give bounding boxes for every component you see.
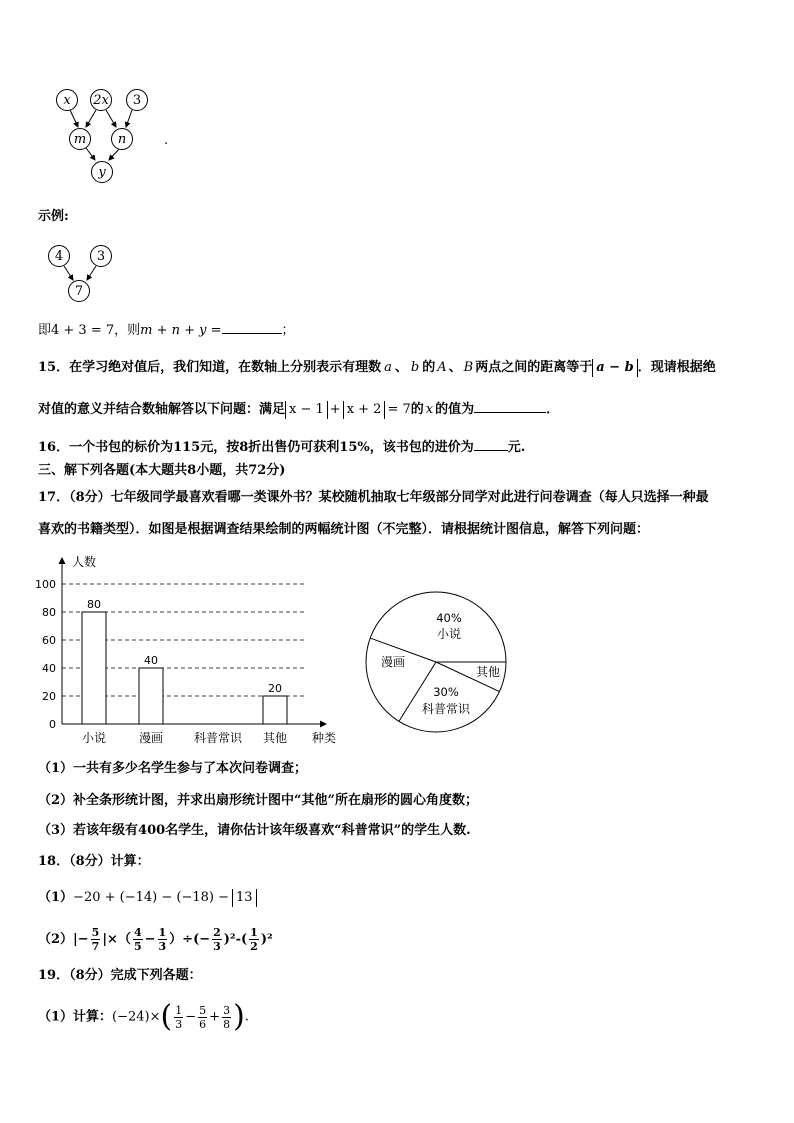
bar-chart xyxy=(30,550,350,750)
q15-sep1: 、 xyxy=(394,360,408,375)
node-4: 4 xyxy=(48,245,70,267)
q18-p2-c: − xyxy=(144,932,156,947)
bar-ytick-label: 20 xyxy=(42,690,56,703)
node-y: y xyxy=(91,161,113,183)
q15-var-a: a xyxy=(384,360,392,375)
q15-text2c: 的值为 xyxy=(435,402,475,417)
q15-line1 xyxy=(38,359,716,377)
q14-suffix: ； xyxy=(281,323,295,338)
pie-label-xiaoshuo-pct: 40% xyxy=(436,611,462,625)
q15-text1c: ．现请根据绝 xyxy=(637,360,716,375)
q15-text1: 在学习绝对值后，我们知道，在数轴上分别表示有理数 xyxy=(69,360,382,375)
q15-var-b: b xyxy=(410,360,420,375)
q15-number: 15． xyxy=(38,360,70,375)
bar-ytick-label: 100 xyxy=(35,578,56,591)
bar-ytick-label: 0 xyxy=(49,718,56,731)
q19-op2: + xyxy=(209,1009,221,1025)
bar-ytick-label: 40 xyxy=(42,662,56,675)
q18-p1-label: （1） xyxy=(38,890,74,905)
q19-end: . xyxy=(244,1009,249,1025)
q19-frac1: $\frac{1}{3}$ xyxy=(175,1003,183,1031)
q17-sub1: （1）一共有多少名学生参与了本次问卷调查； xyxy=(38,761,308,776)
q17-sub2: （2）补全条形统计图，并求出扇形统计图中“其他”所在扇形的圆心角度数； xyxy=(38,793,479,808)
bar-value-label: 80 xyxy=(87,598,101,611)
q15-line2 xyxy=(38,400,559,419)
bar-value-label: 40 xyxy=(144,654,158,667)
node-x: x xyxy=(56,89,78,111)
q15-abs2: x + 2 xyxy=(343,401,386,419)
q17-line1: 17．（8分）七年级同学最喜欢看哪一类课外书？某校随机抽取七年级部分同学对此进行问卷调查（每人只选择一种最 xyxy=(38,490,709,505)
q19-frac2: $\frac{5}{6}$ xyxy=(199,1003,207,1031)
q18-frac1: $\frac{5}{7}$ xyxy=(91,926,100,953)
q14-prefix: 即4 + 3 = 7，则 xyxy=(38,323,141,338)
q16-line xyxy=(38,438,525,457)
q19-op1: − xyxy=(185,1009,197,1025)
q18-frac2: $\frac{4}{5}$ xyxy=(133,926,142,953)
pie-label-kepu: 科普常识 xyxy=(421,702,471,716)
q16-suffix: 元. xyxy=(507,440,526,455)
q15-abs-ab: a − b xyxy=(592,359,637,377)
q19-paren-close: ) xyxy=(233,999,245,1034)
bar-chart-xlabel: 种类 xyxy=(312,731,337,745)
q18-p1-abs: 13 xyxy=(232,889,257,907)
q15-text2b: 的 xyxy=(410,402,424,417)
bar-1 xyxy=(139,668,163,724)
q18-heading: 18．（8分）计算： xyxy=(38,854,150,869)
example-label: 示例: xyxy=(38,209,69,224)
pie-chart xyxy=(360,580,530,750)
q18-p2-e: )²-( xyxy=(223,932,248,947)
q18-p1-expr: −20 + (−14) − (−18) − xyxy=(73,890,229,905)
bar-ytick-label: 60 xyxy=(42,634,56,647)
diagram-example xyxy=(44,244,124,304)
bar-chart-ylabel: 人数 xyxy=(72,555,97,569)
bar-category-label: 漫画 xyxy=(138,731,164,745)
q18-p2-d: ）÷(− xyxy=(169,932,211,947)
node-3: 3 xyxy=(126,89,148,111)
q15-plus: + xyxy=(329,402,341,417)
q14-answer-line xyxy=(38,321,295,340)
q18-p2-a: |− xyxy=(73,932,89,947)
q14-blank xyxy=(222,321,282,334)
q19-part1 xyxy=(38,1000,249,1034)
q15-eq: = 7 xyxy=(387,402,411,417)
pie-label-kepu-pct: 30% xyxy=(433,685,459,699)
q18-frac4: $\frac{2}{3}$ xyxy=(213,926,221,953)
q16-text: 一个书包的标价为115元，按8折出售仍可获利15%，该书包的进价为 xyxy=(69,440,474,455)
bar-value-label: 20 xyxy=(268,682,282,695)
q15-mid: 的 xyxy=(422,360,436,375)
q16-number: 16． xyxy=(38,440,70,455)
q16-blank xyxy=(474,438,508,451)
node-7: 7 xyxy=(68,280,90,302)
q15-point-B: B xyxy=(463,360,474,375)
q18-p2-f: )² xyxy=(260,932,273,947)
q14-expr: m + n + y = xyxy=(140,323,222,338)
bar-0 xyxy=(82,612,106,724)
diagram-trailing-dot: . xyxy=(164,133,169,148)
bar-category-label: 其他 xyxy=(262,731,288,745)
q18-p2-b: |×（ xyxy=(102,932,131,947)
section-3-heading: 三、解下列各题(本大题共8小题，共72分) xyxy=(38,463,286,478)
node-m: m xyxy=(69,128,91,150)
pie-label-xiaoshuo: 小说 xyxy=(436,627,462,641)
q17-line2: 喜欢的书籍类型）．如图是根据调查结果绘制的两幅统计图（不完整）．请根据统计图信息，解答下列问题： xyxy=(38,522,650,537)
bar-category-label: 科普常识 xyxy=(193,731,243,745)
q15-text2d: ． xyxy=(546,402,560,417)
pie-label-manhua: 漫画 xyxy=(380,655,406,669)
bar-category-label: 小说 xyxy=(81,731,107,745)
q15-point-A: A xyxy=(437,360,447,375)
q19-heading: 19．（8分）完成下列各题： xyxy=(38,968,202,983)
q15-sep2: 、 xyxy=(448,360,462,375)
q18-part1 xyxy=(38,889,257,907)
diagram-top xyxy=(50,88,160,184)
q19-frac3: $\frac{3}{8}$ xyxy=(223,1003,231,1031)
q15-text2a: 对值的意义并结合数轴解答以下问题：满足 xyxy=(38,402,286,417)
node-n: n xyxy=(111,128,133,150)
q15-abs1: x − 1 xyxy=(285,401,328,419)
q15-blank xyxy=(474,400,546,413)
node-3b: 3 xyxy=(90,245,112,267)
pie-label-qita: 其他 xyxy=(475,665,501,679)
q15-var-x: x xyxy=(425,402,434,417)
q18-p2-label: （2） xyxy=(38,932,74,947)
q17-sub3: （3）若该年级有400名学生，请你估计该年级喜欢“科普常识”的学生人数. xyxy=(38,823,471,838)
bar-ytick-label: 80 xyxy=(42,606,56,619)
q18-frac5: $\frac{1}{2}$ xyxy=(250,926,258,953)
q19-p1-label: （1）计算： xyxy=(38,1009,113,1025)
q19-paren-open: ( xyxy=(160,999,173,1034)
node-2x: 2x xyxy=(90,89,112,111)
q18-frac3: $\frac{1}{3}$ xyxy=(158,926,167,953)
q19-p1-a: (−24)× xyxy=(112,1009,161,1025)
q15-text1b: 两点之间的距离等于 xyxy=(475,360,593,375)
q18-part2 xyxy=(38,925,273,955)
bar-3 xyxy=(263,696,287,724)
